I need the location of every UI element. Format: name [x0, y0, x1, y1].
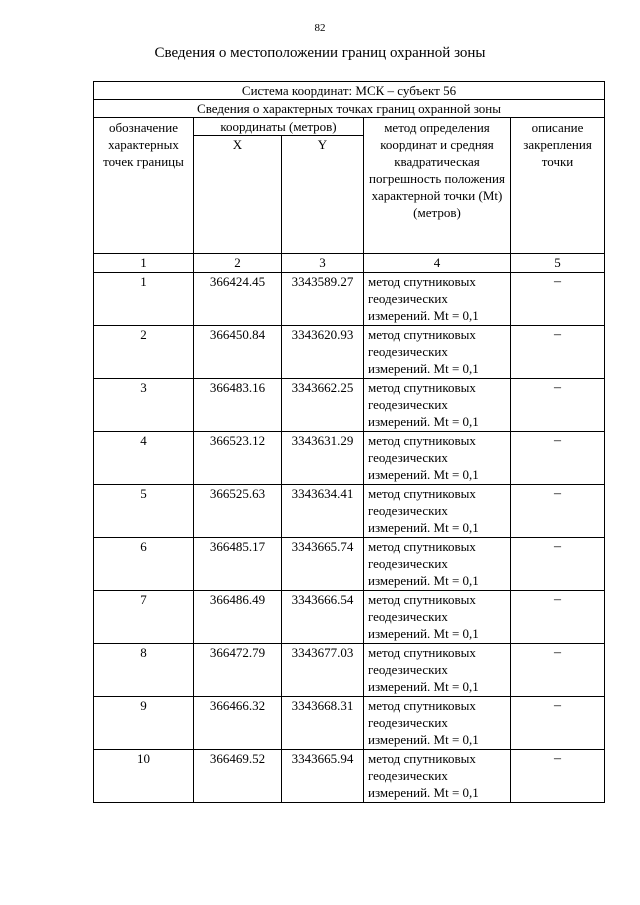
point-cell: 7 [94, 591, 194, 644]
y-cell: 3343666.54 [282, 591, 364, 644]
method-cell: метод спутниковых геодезических измерений. Mt = 0,1 [364, 432, 511, 485]
method-cell: метод спутниковых геодезических измерений. Mt = 0,1 [364, 485, 511, 538]
points-header-row [94, 100, 605, 118]
mark-cell: – [511, 326, 605, 379]
y-cell: 3343668.31 [282, 697, 364, 750]
mark-cell: – [511, 591, 605, 644]
mark-cell: – [511, 273, 605, 326]
table-row [94, 326, 605, 379]
point-cell: 3 [94, 379, 194, 432]
x-cell: 366523.12 [194, 432, 282, 485]
table-row [94, 697, 605, 750]
mark-cell: – [511, 379, 605, 432]
table-row [94, 273, 605, 326]
mark-cell: – [511, 644, 605, 697]
x-cell: 366485.17 [194, 538, 282, 591]
page-number: 82 [314, 22, 326, 34]
boundary-points-table [93, 81, 605, 803]
x-cell: 366472.79 [194, 644, 282, 697]
method-cell: метод спутниковых геодезических измерений. Mt = 0,1 [364, 538, 511, 591]
table-row [94, 750, 605, 803]
mark-cell: – [511, 697, 605, 750]
x-cell: 366525.63 [194, 485, 282, 538]
x-cell: 366450.84 [194, 326, 282, 379]
method-cell: метод спутниковых геодезических измерений. Mt = 0,1 [364, 644, 511, 697]
method-header: метод определения координат и средняя квадратическая погрешность положения характерной точки (Mt) (метров) [364, 118, 511, 254]
column-header-row [94, 118, 605, 136]
x-cell: 366483.16 [194, 379, 282, 432]
column-number: 3 [282, 254, 364, 273]
column-number: 2 [194, 254, 282, 273]
method-cell: метод спутниковых геодезических измерений. Mt = 0,1 [364, 326, 511, 379]
mark-cell: – [511, 750, 605, 803]
x-header: X [194, 136, 282, 254]
coordinate-system-row [94, 82, 605, 100]
mark-cell: – [511, 485, 605, 538]
mark-cell: – [511, 538, 605, 591]
y-cell: 3343665.94 [282, 750, 364, 803]
column-number-row [94, 254, 605, 273]
y-cell: 3343620.93 [282, 326, 364, 379]
table-row [94, 379, 605, 432]
point-cell: 2 [94, 326, 194, 379]
column-number: 5 [511, 254, 605, 273]
table-row [94, 591, 605, 644]
y-cell: 3343634.41 [282, 485, 364, 538]
designation-header: обозначение характерных точек границы [94, 118, 194, 254]
table-row [94, 432, 605, 485]
table-row [94, 644, 605, 697]
x-cell: 366466.32 [194, 697, 282, 750]
y-cell: 3343677.03 [282, 644, 364, 697]
x-cell: 366486.49 [194, 591, 282, 644]
point-cell: 4 [94, 432, 194, 485]
point-cell: 8 [94, 644, 194, 697]
point-cell: 9 [94, 697, 194, 750]
document-title: Сведения о местоположении границ охранной зоны [154, 45, 486, 61]
method-cell: метод спутниковых геодезических измерений. Mt = 0,1 [364, 591, 511, 644]
y-cell: 3343662.25 [282, 379, 364, 432]
mark-cell: – [511, 432, 605, 485]
y-cell: 3343589.27 [282, 273, 364, 326]
points-header-label: Сведения о характерных точках границ охранной зоны [94, 100, 605, 118]
point-cell: 5 [94, 485, 194, 538]
x-cell: 366469.52 [194, 750, 282, 803]
coordinate-system-label: Система координат: МСК – субъект 56 [94, 82, 605, 100]
coordinates-header: координаты (метров) [194, 118, 364, 136]
method-cell: метод спутниковых геодезических измерений. Mt = 0,1 [364, 697, 511, 750]
column-number: 4 [364, 254, 511, 273]
y-cell: 3343631.29 [282, 432, 364, 485]
point-cell: 6 [94, 538, 194, 591]
method-cell: метод спутниковых геодезических измерений. Mt = 0,1 [364, 750, 511, 803]
method-cell: метод спутниковых геодезических измерений. Mt = 0,1 [364, 379, 511, 432]
point-cell: 1 [94, 273, 194, 326]
column-number: 1 [94, 254, 194, 273]
point-cell: 10 [94, 750, 194, 803]
table-row [94, 485, 605, 538]
method-cell: метод спутниковых геодезических измерений. Mt = 0,1 [364, 273, 511, 326]
table-row [94, 538, 605, 591]
y-cell: 3343665.74 [282, 538, 364, 591]
x-cell: 366424.45 [194, 273, 282, 326]
description-header: описание закрепления точки [511, 118, 605, 254]
y-header: Y [282, 136, 364, 254]
